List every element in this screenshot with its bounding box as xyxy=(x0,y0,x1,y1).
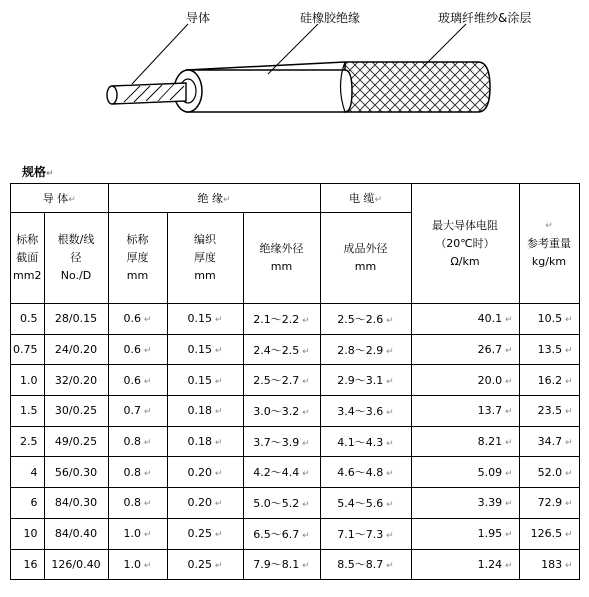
cell-braid: 0.15 ↵ xyxy=(167,334,243,365)
header-conductor: 导 体↵ xyxy=(11,184,109,213)
header-nominal-section: 标称 截面 mm2 xyxy=(11,213,45,304)
cell-ins-od: 6.5～6.7 ↵ xyxy=(243,518,320,549)
cell-ins-od: 5.0～5.2 ↵ xyxy=(243,488,320,519)
cell-braid: 0.18 ↵ xyxy=(167,396,243,427)
cell-ins-od: 4.2～4.4 ↵ xyxy=(243,457,320,488)
cell-weight: 72.9 ↵ xyxy=(519,488,579,519)
header-insulation-od: 绝缘外径 mm xyxy=(243,213,320,304)
cell-resistance: 3.39 ↵ xyxy=(411,488,519,519)
cell-braid: 0.20 ↵ xyxy=(167,457,243,488)
header-weight: ↵ 参考重量 kg/km xyxy=(519,184,579,304)
table-row xyxy=(11,518,580,549)
cable-diagram xyxy=(0,0,589,160)
insulation-label: 硅橡胶绝缘 xyxy=(300,11,361,25)
header-cable-od: 成品外径 mm xyxy=(320,213,411,304)
cell-ins-od: 3.0～3.2 ↵ xyxy=(243,396,320,427)
cell-thick: 1.0 ↵ xyxy=(108,549,167,580)
cell-cable-od: 2.5～2.6 ↵ xyxy=(320,304,411,335)
cell-weight: 13.5 ↵ xyxy=(519,334,579,365)
table-row xyxy=(11,426,580,457)
spec-title: 规格↵ xyxy=(22,165,54,179)
conductor-strands xyxy=(107,83,186,104)
cell-resistance: 1.95 ↵ xyxy=(411,518,519,549)
cell-braid: 0.20 ↵ xyxy=(167,488,243,519)
cell-section: 6 xyxy=(11,488,45,519)
braid-label: 玻璃纤维纱&涂层 xyxy=(438,11,532,25)
cell-resistance: 8.21 ↵ xyxy=(411,426,519,457)
cell-strands: 28/0.15 xyxy=(44,304,108,335)
cell-section: 1.5 xyxy=(11,396,45,427)
cell-thick: 0.8 ↵ xyxy=(108,488,167,519)
table-row xyxy=(11,365,580,396)
cell-resistance: 5.09 ↵ xyxy=(411,457,519,488)
cell-resistance: 40.1 ↵ xyxy=(411,304,519,335)
header-resistance: 最大导体电阻 （20℃时） Ω/km xyxy=(411,184,519,304)
table-row xyxy=(11,304,580,335)
cell-strands: 30/0.25 xyxy=(44,396,108,427)
cell-thick: 0.6 ↵ xyxy=(108,334,167,365)
cell-weight: 126.5 ↵ xyxy=(519,518,579,549)
spec-table-body xyxy=(11,304,580,580)
cell-section: 16 xyxy=(11,549,45,580)
cell-thick: 0.8 ↵ xyxy=(108,457,167,488)
insulation-leader xyxy=(268,24,318,74)
cell-braid: 0.25 ↵ xyxy=(167,549,243,580)
cell-ins-od: 2.4～2.5 ↵ xyxy=(243,334,320,365)
cell-resistance: 26.7 ↵ xyxy=(411,334,519,365)
header-nominal-thickness: 标称 厚度 mm xyxy=(108,213,167,304)
table-row xyxy=(11,334,580,365)
cell-section: 1.0 xyxy=(11,365,45,396)
header-braid-thickness: 编织 厚度 mm xyxy=(167,213,243,304)
table-row xyxy=(11,488,580,519)
cell-ins-od: 2.1～2.2 ↵ xyxy=(243,304,320,335)
cell-section: 0.5 xyxy=(11,304,45,335)
cell-cable-od: 5.4～5.6 ↵ xyxy=(320,488,411,519)
cell-thick: 0.6 ↵ xyxy=(108,304,167,335)
cell-cable-od: 2.9～3.1 ↵ xyxy=(320,365,411,396)
cell-weight: 183 ↵ xyxy=(519,549,579,580)
cell-braid: 0.25 ↵ xyxy=(167,518,243,549)
header-row-group xyxy=(11,184,580,213)
cell-weight: 16.2 ↵ xyxy=(519,365,579,396)
cell-cable-od: 3.4～3.6 ↵ xyxy=(320,396,411,427)
spec-title-text: 规格 xyxy=(22,165,47,179)
cell-section: 10 xyxy=(11,518,45,549)
cell-strands: 24/0.20 xyxy=(44,334,108,365)
spec-table xyxy=(10,183,580,580)
cell-strands: 126/0.40 xyxy=(44,549,108,580)
table-row xyxy=(11,549,580,580)
cell-resistance: 13.7 ↵ xyxy=(411,396,519,427)
cell-ins-od: 2.5～2.7 ↵ xyxy=(243,365,320,396)
cell-cable-od: 2.8～2.9 ↵ xyxy=(320,334,411,365)
header-insulation: 绝 缘↵ xyxy=(108,184,320,213)
cell-thick: 1.0 ↵ xyxy=(108,518,167,549)
cell-ins-od: 3.7～3.9 ↵ xyxy=(243,426,320,457)
cell-cable-od: 8.5～8.7 ↵ xyxy=(320,549,411,580)
cell-strands: 32/0.20 xyxy=(44,365,108,396)
cell-weight: 52.0 ↵ xyxy=(519,457,579,488)
insulation-layer xyxy=(174,62,352,112)
cell-cable-od: 4.1～4.3 ↵ xyxy=(320,426,411,457)
cell-strands: 84/0.30 xyxy=(44,488,108,519)
cell-thick: 0.7 ↵ xyxy=(108,396,167,427)
cell-cable-od: 4.6～4.8 ↵ xyxy=(320,457,411,488)
cell-braid: 0.15 ↵ xyxy=(167,365,243,396)
cell-ins-od: 7.9～8.1 ↵ xyxy=(243,549,320,580)
cell-section: 4 xyxy=(11,457,45,488)
cell-strands: 56/0.30 xyxy=(44,457,108,488)
header-cable: 电 缆↵ xyxy=(320,184,411,213)
cell-weight: 10.5 ↵ xyxy=(519,304,579,335)
cell-strands: 49/0.25 xyxy=(44,426,108,457)
cell-weight: 34.7 ↵ xyxy=(519,426,579,457)
braid-layer xyxy=(345,62,490,112)
header-strands: 根数/线 径 No./D xyxy=(44,213,108,304)
cell-cable-od: 7.1～7.3 ↵ xyxy=(320,518,411,549)
cell-section: 0.75 xyxy=(11,334,45,365)
cell-braid: 0.18 ↵ xyxy=(167,426,243,457)
table-row xyxy=(11,457,580,488)
cell-strands: 84/0.40 xyxy=(44,518,108,549)
cell-section: 2.5 xyxy=(11,426,45,457)
table-row xyxy=(11,396,580,427)
cell-resistance: 20.0 ↵ xyxy=(411,365,519,396)
cell-thick: 0.8 ↵ xyxy=(108,426,167,457)
cell-weight: 23.5 ↵ xyxy=(519,396,579,427)
conductor-label: 导体 xyxy=(186,11,211,25)
cell-resistance: 1.24 ↵ xyxy=(411,549,519,580)
cell-braid: 0.15 ↵ xyxy=(167,304,243,335)
cell-thick: 0.6 ↵ xyxy=(108,365,167,396)
